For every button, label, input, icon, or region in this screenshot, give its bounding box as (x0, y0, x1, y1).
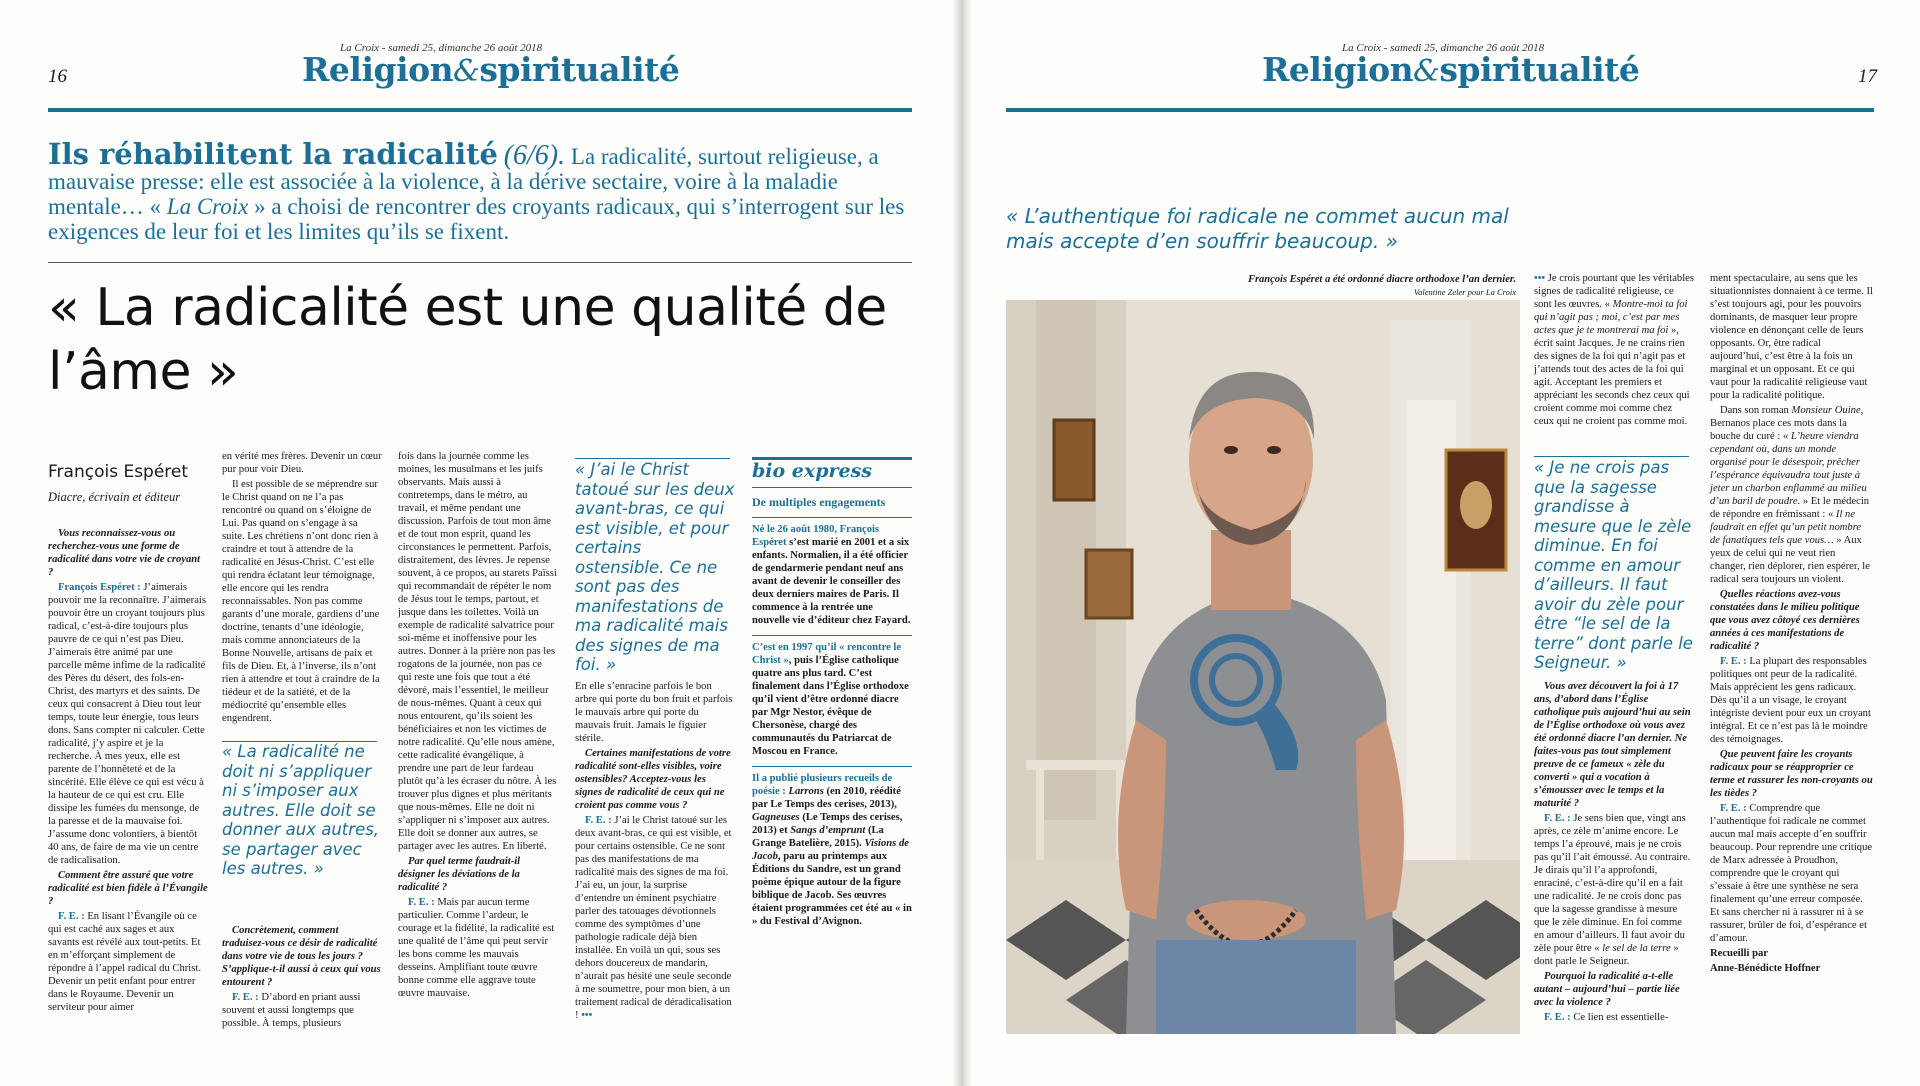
question: Concrètement, comment traduisez-vous ce désir de radicalité dans votre vie de tous les jours ? S’applique-t-il aussi à ceux qui vous entourent ? (222, 925, 381, 988)
answer: F. E. : La plupart des responsables politiques ont peur de la radicalité. Mais apprécient les gens radicaux. Dès qu’il a un visage, le croyant intégriste devient pour eux un croyant intégral. Et ce n’est pas là le moindre des témoignages. (1710, 656, 1871, 745)
paragraph: en vérité mes frères. Devenir un cœur pur pour voir Dieu. (222, 451, 382, 475)
author-name: François Espéret (48, 462, 189, 482)
masthead-date: La Croix - samedi 25, dimanche 26 août 2018 (1342, 42, 1545, 54)
answer: François Espéret : J’aimerais pouvoir me la reconnaître. J’aimerais pouvoir être un croyant toujours plus radical, c’est-à-dire toujours plus pauvre de ce qui n’est pas Dieu. J’aimerais être animé par une parcelle même infime de la radicalité des Pères du désert, des fols-en-Christ, des martyrs et des saints. De ceux qui consacrent à Dieu tout leur temps, toute leur énergie, tous leurs dons. Sans compter ni calculer. Cette radicalité, j’y aspire et je la recherche. À mes yeux, elle est parente de l’honnêteté et de la sincérité. Elle élève ce qui est vécu à la hauteur de ce qui est cru. Elle dissipe les fumées du mensonge, de la paresse et de la mauvaise foi. J’assume donc volontiers, à bientôt 40 ans, de faire de ma vie un centre de radicalisation. (48, 582, 206, 866)
article-column-1 (48, 527, 208, 1016)
paragraph: ••• Je crois pourtant que les véritables signes de radicalité religieuse, ce sont les œuvres. « Montre-moi ta foi qui n’agit pas ; moi, c’est par mes actes que je te montrerai ma foi », écrit saint Jacques. Je ne crains rien des signes de la foi qui n’agit pas et j’attends tout des actes de la foi qui agit. Acceptant les premiers et appréciant les seconds chez ceux qui croient comme moi comme chez ceux qui ne croient pas comme moi. (1534, 273, 1694, 427)
article-column-3 (398, 450, 558, 1002)
bio-paragraph: Né le 26 août 1980, François Espéret s’est marié en 2001 et a six enfants. Normalien, il a été officier de gendarmerie pendant neuf ans avant de devenir le conseiller des deux derniers maires de Paris. Il commence à la rentrée une nouvelle vie d’éditeur chez Fayard. (752, 524, 911, 626)
portrait-photo (1006, 300, 1520, 1034)
pull-quote: « Je ne crois pas que la sagesse grandisse à mesure que le zèle diminue. En foi comme en amour d’ailleurs. Il faut avoir du zèle pour être “le sel de la terre” dont parle le Seigneur. » (1534, 458, 1693, 672)
question: Vous avez découvert la foi à 17 ans, d’abord dans l’Église catholique puis aujourd’hui au sein de l’Église orthodoxe où vous avez été ordonné diacre l’an dernier. Ne faites-vous pas tout simplement preuve de ce fameux « zèle du converti » qui a vocation à s’émousser avec le temps et la maturité ? (1534, 681, 1691, 809)
paragraph: ment spectaculaire, au sens que les situationnistes donnaient à ce terme. Il s’est toujours agi, pour les pouvoirs dominants, de masquer leur propre violence en dénonçant celle de leurs opposants. Or, être radical aujourd’hui, c’est être à la fois un marginal et un opposant. Et ce qui vaut pour la radicalité religieuse vaut pour la radicalité politique. (1710, 273, 1873, 401)
answer: F. E. : Mais par aucun terme particulier. Comme l’ardeur, le courage et la fidélité, la radicalité est une qualité de l’âme qui peut servir les bons comme les mauvais desseins. Amplifiant toute œuvre bonne comme elle aggrave toute œuvre mauvaise. (398, 897, 555, 999)
headline: « La radicalité est une qualité de l’âme » (48, 278, 887, 402)
pull-quote: « J’ai le Christ tatoué sur les deux avant-bras, ce qui est visible, et pour certains ostensible. Ce ne sont pas des manifestations de ma radicalité mais des signes de ma foi. » (575, 460, 735, 674)
bio-paragraph: Il a publié plusieurs recueils de poésie : Larrons (en 2010, réédité par Le Temps des cerises, 2013), Gagneuses (Le Temps des cerises, 2013) et Sangs d’emprunt (La Grange Batelière, 2015). Visions de Jacob, paru au printemps aux Éditions du Sandre, est un grand poème épique autour de la figure biblique de Jacob. Ses œuvres étaient programmées cet été au « in » du Festival d’Avignon. (752, 773, 912, 927)
question: Par quel terme faudrait-il désigner les déviations de la radicalité ? (398, 856, 521, 893)
article-column-4 (575, 680, 735, 1024)
answer: F. E. : Comprendre que l’authentique foi radicale ne commet aucun mal mais accepte d’en souffrir beaucoup. Pour reprendre une critique de Marx adressée à Proudhon, comprendre que le croyant qui s’essaie à être une synthèse ne sera finalement qu’une erreur composée. Et sans chercher ni à rassurer ni à se rassurer, brûler de foi, d’espérance et d’amour. (1710, 803, 1873, 944)
photo-credit: Valentine Zeler pour La Croix (1413, 287, 1516, 297)
paragraph: En elle s’enracine parfois le bon arbre qui porte du bon fruit et parfois le mauvais arbre qui porte du mauvais fruit. Jamais le figuier stérile. (575, 681, 733, 744)
masthead-date: La Croix - samedi 25, dimanche 26 août 2018 (340, 42, 543, 54)
section-title: Religion&spiritualité (302, 50, 680, 89)
question: Pourquoi la radicalité a-t-elle autant – aujourd’hui – partie liée avec la violence ? (1534, 971, 1680, 1008)
section-title: Religion&spiritualité (1262, 50, 1640, 89)
bio-paragraph: C’est en 1997 qu’il « rencontre le Christ », puis l’Église catholique quatre ans plus tard. C’est finalement dans l’Église orthodoxe qu’il vient d’être ordonné diacre par Mgr Nestor, évêque de Chersonèse, chargé des communautés du Patriarcat de Moscou en France. (752, 642, 909, 757)
answer: F. E. : Je sens bien que, vingt ans après, ce zèle m’anime encore. Le temps l’a éprouvé, mais je ne crois pas qu’il l’ait émoussé. Au contraire. Je dirais qu’il l’a approfondi, enraciné, c’est-à-dire qu’il en a fait une radicalité. Je ne crois donc pas que la sagesse grandisse à mesure que le zèle diminue. En foi comme en amour d’ailleurs. Il faut avoir du zèle pour être « le sel de la terre » dont parle le Seigneur. (1534, 813, 1691, 967)
header-rule (1006, 108, 1874, 112)
paragraph: fois dans la journée comme les moines, les musulmans et les juifs observants. Mais aussi à contretemps, dans le métro, au travail, et même pendant une discussion. Parfois de tout mon âme et de tout mon esprit, quand les circonstances le permettent. Parfois, distraitement, des lèvres. Je repense souvent, à ce propos, au starets Païssi qui recommandait de répéter le nom de Jésus tout le temps, partout, et jusque dans les toilettes. Voilà un exemple de radicalité salvatrice pour soi-même et inoffensive pour les autres. Donner à la prière non pas les rogatons de la journée, non pas ce qui reste une fois que tout a été dévoré, mais l’essentiel, le meilleur de nous-mêmes. Quant à ceux qui nous entourent, qu’ils soient les bénéficiaires et non les victimes de notre radicalité. Qu’elle nous amène, cette radicalité évangélique, à prendre une part de leur fardeau plutôt qu’à les écraser du nôtre. À les trouver plus dignes et plus méritants que nous-mêmes. Elle ne doit ni s’appliquer ni s’imposer aux autres. Elle doit se donner aux autres, se partager avec les autres. En liberté. (398, 451, 557, 852)
paragraph: Il est possible de se méprendre sur le Christ quand on ne l’a pas rencontré ou quand on s’éloigne de Lui. Pas quand on s’engage à sa suite. Les chrétiens n’ont donc rien à craindre et tout à attendre de la radicalité en Jésus-Christ. C’est elle qui rendra éclatant leur témoignage, elle encore qui les rendra reconnaissables. Non pas comme garants d’une morale, gardiens d’une doctrine, tenants d’une idéologie, mais comme annonciateurs de la Bonne Nouvelle, artisans de paix et fils de Dieu. Et, à l’inverse, ils n’ont rien à attendre et tout à craindre de la tiédeur et de la satiété, et de la médiocrité qu’ensemble elles engendrent. (222, 479, 380, 724)
article-column-5 (1534, 272, 1694, 430)
photo-caption: François Espéret a été ordonné diacre orthodoxe l’an dernier. (1247, 274, 1516, 285)
article-column-2 (222, 450, 382, 727)
answer: F. E. : D’abord en priant aussi souvent et aussi longtemps que possible. À temps, plusieurs (222, 992, 361, 1029)
article-column-5b (1534, 680, 1694, 1026)
question: Comment être assuré que votre radicalité est bien fidèle à l’Évangile ? (48, 870, 208, 907)
answer: F. E. : En lisant l’Évangile où ce qui est caché aux sages et aux savants est révélé aux tout-petits. Et en m’efforçant simplement de répondre à l’appel radical du Christ. Devenir un petit enfant pour entrer dans le Royaume. Devenir un serviteur pour aimer (48, 911, 201, 1013)
page-number: 17 (1858, 66, 1877, 87)
paragraph: Dans son roman Monsieur Ouine, Bernanos place ces mots dans la bouche du curé : « L’heure viendra cependant où, dans un monde organisé pour le désespoir, prêcher l’espérance équivaudra tout juste à jeter un charbon enflammé au milieu d’un baril de poudre. » Et le médecin de répondre en frémissant : « Il ne faudrait en effet qu’un petit nombre de fanatiques tels que vous… » Aux yeux de celui qui ne veut rien changer, rien déplorer, rien espérer, le radical sera toujours un violent. (1710, 405, 1870, 585)
bio-subtitle: De multiples engagements (752, 495, 886, 509)
portrait-illustration (1006, 300, 1520, 1034)
article-column-2b (222, 924, 382, 1032)
article-column-6 (1710, 272, 1873, 977)
page-number: 16 (48, 66, 67, 87)
answer: F. E. : Ce lien est essentielle- (1544, 1012, 1669, 1023)
pullquote-rule (575, 458, 730, 459)
intro-deck: Ils réhabilitent la radicalité (6/6). La radicalité, surtout religieuse, a mauvaise presse: elle est associée à la violence, à la dérive sectaire, voire à la maladie mentale… « La Croix » a choisi de rencontrer des croyants radicaux, qui s’interrogent sur les exigences de leur foi et les limites qu’ils se fixent. (48, 137, 905, 244)
header-rule (48, 108, 912, 112)
question: Vous reconnaissez-vous ou recherchez-vous une forme de radicalité dans votre vie de croyant ? (48, 528, 201, 578)
bio-title: bio express (752, 460, 872, 482)
pullquote-rule (1534, 456, 1689, 457)
question: Que peuvent faire les croyants radicaux pour se réapproprier ce terme et rassurer les non-croyants ou les tièdes ? (1710, 749, 1873, 799)
author-role: Diacre, écrivain et éditeur (48, 490, 181, 504)
pull-quote: « La radicalité ne doit ni s’appliquer ni s’imposer aux autres. Elle doit se donner aux autres, se partager avec les autres. » (222, 742, 380, 878)
question: Quelles réactions avez-vous constatées dans le milieu politique que vous avez côtoyé ces dernières années à ces manifestations de radicalité ? (1710, 589, 1860, 652)
page-left (0, 0, 952, 1086)
signature-name: Anne-Bénédicte Hoffner (1710, 963, 1821, 974)
divider (48, 262, 912, 263)
spine-gutter (952, 0, 972, 1086)
bio-express-box (752, 460, 912, 928)
answer: F. E. : J’ai le Christ tatoué sur les deux avant-bras, ce qui est visible, et pour certains ostensible. Ce ne sont pas des manifestations de ma radicalité mais des signes de ma foi. J’ai eu, un jour, la surprise d’entendre un éminent psychiatre parler des tatouages dévotionnels comme des symptômes d’une pathologie radicale déjà bien installée. En voilà un qui, sous ses dehors doucereux de mandarin, n’aurait pas hésité une seule seconde à me soumettre, pour mon bien, à un traitement radical de déradicalisation ! ••• (575, 815, 732, 1021)
signature-line: Recueilli par (1710, 948, 1768, 959)
headline-quote: « L’authentique foi radicale ne commet aucun mal mais accepte d’en souffrir beaucoup. » (1006, 204, 1509, 253)
question: Certaines manifestations de votre radicalité sont-elles visibles, voire ostensibles? Acceptez-vous les signes de radicalité de ceux qui ne croient pas comme vous ? (575, 748, 731, 811)
